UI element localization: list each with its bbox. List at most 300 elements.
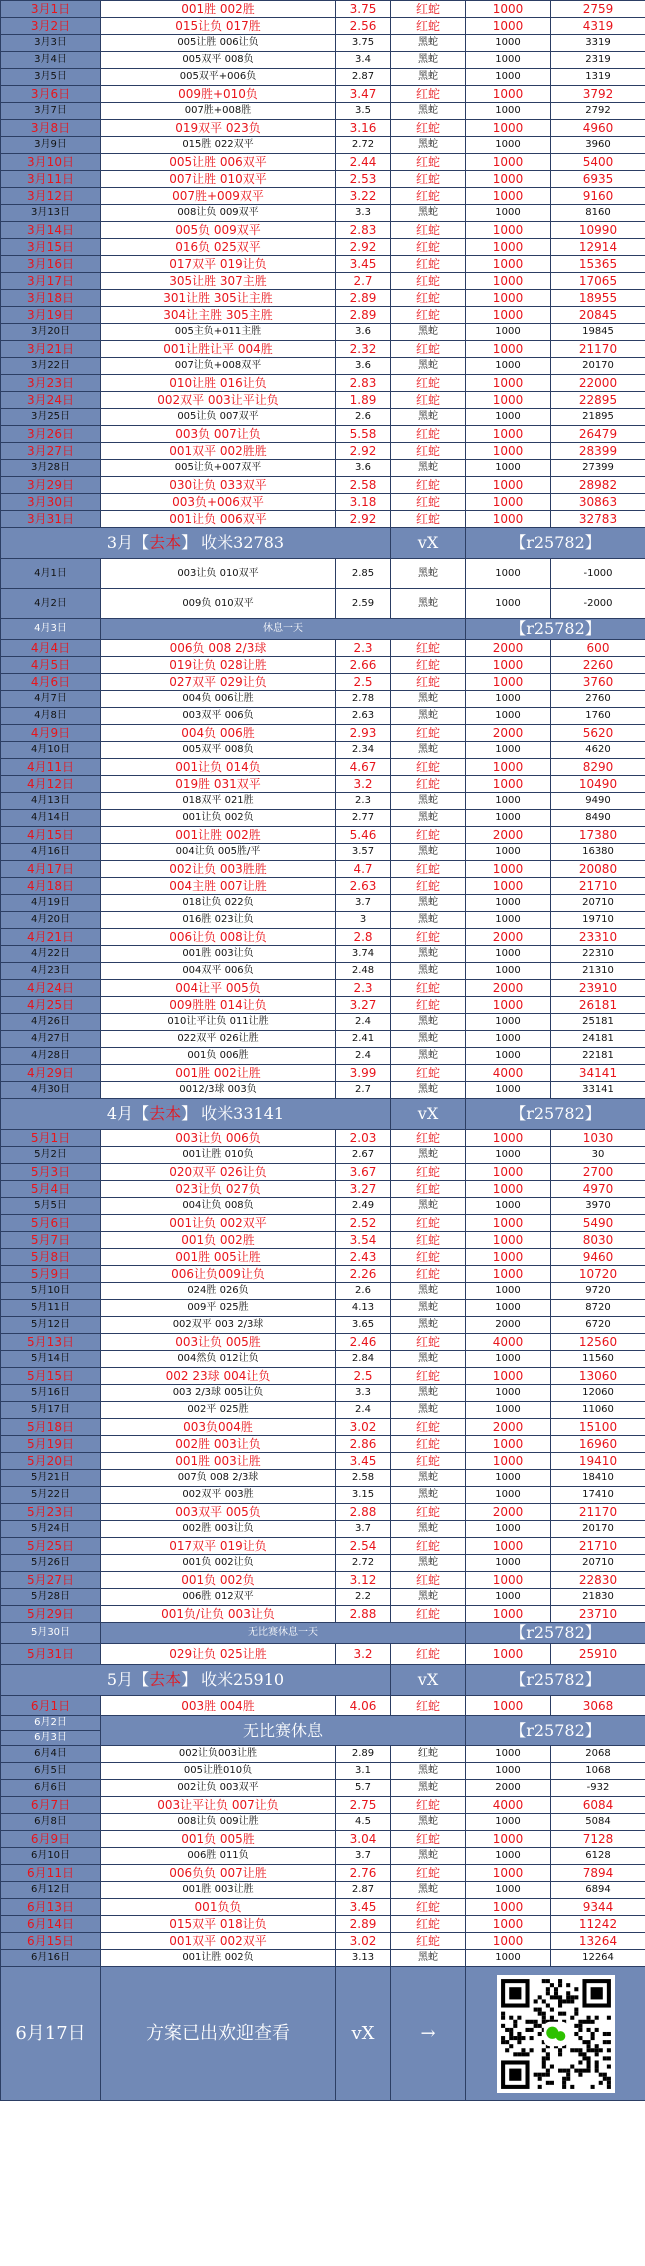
date-cell: 4月7日 [1, 691, 101, 708]
odds-cell: 3.45 [336, 256, 391, 273]
date-cell: 3月31日 [1, 511, 101, 528]
matches-cell: 002双平 003 2/3球 [101, 1317, 336, 1334]
stake-cell: 1000 [466, 1865, 551, 1882]
balance-cell: 2792 [551, 103, 645, 120]
balance-cell: 9460 [551, 1249, 645, 1266]
contact-tag: 【r25782】 [466, 1099, 645, 1130]
result-cell: 红蛇 [391, 1232, 466, 1249]
date-cell: 3月5日 [1, 69, 101, 86]
vx-label: vX [391, 1665, 466, 1696]
table-row [1, 1521, 645, 1538]
stake-cell: 1000 [466, 1487, 551, 1504]
balance-cell: 6720 [551, 1317, 645, 1334]
vx-label: vX [391, 528, 466, 559]
table-row [1, 793, 645, 810]
odds-cell: 3.04 [336, 1831, 391, 1848]
stake-cell: 1000 [466, 52, 551, 69]
odds-cell: 2.89 [336, 307, 391, 324]
stake-cell: 1000 [466, 375, 551, 392]
matches-cell: 015胜 022双平 [101, 137, 336, 154]
result-cell: 红蛇 [391, 1899, 466, 1916]
stake-cell: 1000 [466, 589, 551, 619]
balance-cell: 21170 [551, 341, 645, 358]
balance-cell: 10490 [551, 776, 645, 793]
stake-cell: 1000 [466, 222, 551, 239]
odds-cell: 2.4 [336, 1014, 391, 1031]
result-cell: 黑蛇 [391, 1198, 466, 1215]
balance-cell: 16380 [551, 844, 645, 861]
month-summary [1, 1665, 391, 1696]
matches-cell: 027双平 029让负 [101, 674, 336, 691]
date-cell: 6月11日 [1, 1865, 101, 1882]
table-row [1, 477, 645, 494]
result-cell: 红蛇 [391, 861, 466, 878]
result-cell: 黑蛇 [391, 844, 466, 861]
odds-cell: 2.7 [336, 1082, 391, 1099]
matches-cell: 016负 025双平 [101, 239, 336, 256]
table-row [1, 1232, 645, 1249]
table-row [1, 1368, 645, 1385]
balance-cell: 2759 [551, 1, 645, 18]
odds-cell: 2.83 [336, 222, 391, 239]
rest-day-row [1, 619, 645, 640]
profit-summary: 收米32783 [201, 533, 285, 552]
date-cell: 5月26日 [1, 1555, 101, 1572]
table-row [1, 1933, 645, 1950]
table-row [1, 1470, 645, 1487]
vx-label: vX [391, 1099, 466, 1130]
balance-cell: 8030 [551, 1232, 645, 1249]
table-row [1, 657, 645, 674]
odds-cell: 2.44 [336, 154, 391, 171]
result-cell: 红蛇 [391, 827, 466, 844]
stake-cell: 1000 [466, 793, 551, 810]
date-cell: 5月1日 [1, 1130, 101, 1147]
odds-cell: 2.92 [336, 511, 391, 528]
result-cell: 红蛇 [391, 759, 466, 776]
date-cell: 3月15日 [1, 239, 101, 256]
month-summary-band [1, 528, 645, 559]
balance-cell: 33141 [551, 1082, 645, 1099]
odds-cell: 3.3 [336, 205, 391, 222]
table-row [1, 1797, 645, 1814]
month-summary-band [1, 1099, 645, 1130]
matches-cell: 002平 025胜 [101, 1402, 336, 1419]
odds-cell: 2.5 [336, 1368, 391, 1385]
result-cell: 红蛇 [391, 1538, 466, 1555]
qr-code-cell[interactable] [466, 1967, 645, 2101]
matches-cell: 005双平+006负 [101, 69, 336, 86]
bracket-open: 【 [133, 533, 150, 552]
matches-cell: 006让负 008让负 [101, 929, 336, 946]
matches-cell: 017双平 019让负 [101, 256, 336, 273]
balance-cell: 5400 [551, 154, 645, 171]
stake-cell: 1000 [466, 1746, 551, 1763]
balance-cell: 17380 [551, 827, 645, 844]
result-cell: 红蛇 [391, 256, 466, 273]
qr-code-icon[interactable] [497, 1975, 615, 2093]
balance-cell: 2700 [551, 1164, 645, 1181]
odds-cell: 2.3 [336, 980, 391, 997]
stake-cell: 1000 [466, 1215, 551, 1232]
table-row [1, 1419, 645, 1436]
odds-cell: 2.3 [336, 640, 391, 657]
date-cell: 5月6日 [1, 1215, 101, 1232]
balance-cell: 24181 [551, 1031, 645, 1048]
balance-cell: 6894 [551, 1882, 645, 1899]
balance-cell: 18410 [551, 1470, 645, 1487]
result-cell: 红蛇 [391, 120, 466, 137]
stake-cell: 1000 [466, 878, 551, 895]
matches-cell: 006负 008 2/3球 [101, 640, 336, 657]
stake-cell: 1000 [466, 477, 551, 494]
date-cell: 5月30日 [1, 1623, 101, 1644]
stake-cell: 1000 [466, 946, 551, 963]
matches-cell: 003 2/3球 005让负 [101, 1385, 336, 1402]
table-row [1, 511, 645, 528]
odds-cell: 4.67 [336, 759, 391, 776]
odds-cell: 2.89 [336, 1916, 391, 1933]
result-cell: 红蛇 [391, 375, 466, 392]
odds-cell: 2.87 [336, 69, 391, 86]
stake-cell: 2000 [466, 640, 551, 657]
result-cell: 黑蛇 [391, 1848, 466, 1865]
table-row [1, 827, 645, 844]
balance-cell: 20845 [551, 307, 645, 324]
result-cell: 红蛇 [391, 1865, 466, 1882]
balance-cell: 5620 [551, 725, 645, 742]
table-row [1, 1831, 645, 1848]
balance-cell: -1000 [551, 559, 645, 589]
date-cell: 5月20日 [1, 1453, 101, 1470]
stake-cell: 1000 [466, 137, 551, 154]
stake-cell: 1000 [466, 324, 551, 341]
matches-cell: 007让胜 010双平 [101, 171, 336, 188]
balance-cell: 4319 [551, 18, 645, 35]
balance-cell: 21710 [551, 878, 645, 895]
balance-cell: 21310 [551, 963, 645, 980]
date-cell: 6月12日 [1, 1882, 101, 1899]
matches-cell: 018双平 021胜 [101, 793, 336, 810]
date-cell: 4月8日 [1, 708, 101, 725]
stake-cell: 1000 [466, 1266, 551, 1283]
result-cell: 黑蛇 [391, 1048, 466, 1065]
result-cell: 黑蛇 [391, 708, 466, 725]
matches-cell: 005让胜010负 [101, 1763, 336, 1780]
date-cell: 4月16日 [1, 844, 101, 861]
balance-cell: 20170 [551, 1521, 645, 1538]
table-row [1, 861, 645, 878]
balance-cell: 19410 [551, 1453, 645, 1470]
balance-cell: 9490 [551, 793, 645, 810]
odds-cell: 4.06 [336, 1696, 391, 1716]
odds-cell: 3.15 [336, 1487, 391, 1504]
table-row [1, 708, 645, 725]
balance-cell: 9720 [551, 1283, 645, 1300]
date-cell: 4月20日 [1, 912, 101, 929]
date-cell: 5月13日 [1, 1334, 101, 1351]
stake-cell: 1000 [466, 18, 551, 35]
matches-cell: 001让负 014负 [101, 759, 336, 776]
balance-cell: 22000 [551, 375, 645, 392]
stake-cell: 4000 [466, 1334, 551, 1351]
table-row [1, 1385, 645, 1402]
balance-cell: 1760 [551, 708, 645, 725]
matches-cell: 003让负 005胜 [101, 1334, 336, 1351]
balance-cell: 19710 [551, 912, 645, 929]
result-cell: 红蛇 [391, 1334, 466, 1351]
date-cell: 4月29日 [1, 1065, 101, 1082]
result-cell: 黑蛇 [391, 205, 466, 222]
odds-cell: 3.12 [336, 1572, 391, 1589]
stake-cell: 4000 [466, 1065, 551, 1082]
result-cell: 红蛇 [391, 154, 466, 171]
balance-cell: 21170 [551, 1504, 645, 1521]
date-cell: 3月11日 [1, 171, 101, 188]
result-cell: 红蛇 [391, 18, 466, 35]
table-row [1, 1899, 645, 1916]
balance-cell: 7894 [551, 1865, 645, 1882]
date-cell: 3月14日 [1, 222, 101, 239]
balance-cell: 23910 [551, 980, 645, 997]
result-cell: 红蛇 [391, 1266, 466, 1283]
result-cell: 黑蛇 [391, 793, 466, 810]
table-row [1, 1538, 645, 1555]
odds-cell: 2.34 [336, 742, 391, 759]
date-cell: 4月9日 [1, 725, 101, 742]
table-row [1, 239, 645, 256]
stake-cell: 1000 [466, 1130, 551, 1147]
balance-cell: 3760 [551, 674, 645, 691]
odds-cell: 2.78 [336, 691, 391, 708]
date-cell: 4月27日 [1, 1031, 101, 1048]
date-cell: 4月11日 [1, 759, 101, 776]
table-row [1, 742, 645, 759]
odds-cell: 2.6 [336, 1283, 391, 1300]
stake-cell: 1000 [466, 1082, 551, 1099]
ben-text: 本 [165, 533, 182, 552]
matches-cell: 007负 008 2/3球 [101, 1470, 336, 1487]
odds-cell: 2.86 [336, 1436, 391, 1453]
balance-cell: 15365 [551, 256, 645, 273]
result-cell: 红蛇 [391, 776, 466, 793]
profit-summary: 收米33141 [201, 1104, 285, 1123]
balance-cell: 30863 [551, 494, 645, 511]
odds-cell: 3.45 [336, 1899, 391, 1916]
odds-cell: 3.02 [336, 1419, 391, 1436]
date-cell: 3月3日 [1, 35, 101, 52]
stake-cell: 1000 [466, 844, 551, 861]
date-cell: 3月16日 [1, 256, 101, 273]
matches-cell: 022双平 026让胜 [101, 1031, 336, 1048]
stake-cell: 1000 [466, 1147, 551, 1164]
table-row [1, 810, 645, 827]
table-row [1, 1848, 645, 1865]
result-cell: 黑蛇 [391, 1147, 466, 1164]
qu-text: 去 [149, 533, 166, 552]
matches-cell: 003负004胜 [101, 1419, 336, 1436]
result-cell: 黑蛇 [391, 589, 466, 619]
result-cell: 红蛇 [391, 1831, 466, 1848]
date-cell: 5月21日 [1, 1470, 101, 1487]
result-cell: 黑蛇 [391, 810, 466, 827]
date-cell: 5月7日 [1, 1232, 101, 1249]
date-cell: 5月27日 [1, 1572, 101, 1589]
bracket-open: 【 [133, 1104, 150, 1123]
odds-cell: 2.83 [336, 375, 391, 392]
balance-cell: 6084 [551, 1797, 645, 1814]
rest-note: 休息一天 [101, 619, 466, 640]
stake-cell: 1000 [466, 1385, 551, 1402]
table-row [1, 494, 645, 511]
table-row [1, 18, 645, 35]
stake-cell: 1000 [466, 1300, 551, 1317]
date-cell: 4月6日 [1, 674, 101, 691]
result-cell: 红蛇 [391, 307, 466, 324]
matches-cell: 004让负 008负 [101, 1198, 336, 1215]
balance-cell: 3068 [551, 1696, 645, 1716]
stake-cell: 1000 [466, 1, 551, 18]
matches-cell: 004然负 012让负 [101, 1351, 336, 1368]
result-cell: 黑蛇 [391, 1950, 466, 1967]
matches-cell: 003让负 010双平 [101, 559, 336, 589]
date-cell: 3月2日 [1, 18, 101, 35]
stake-cell: 1000 [466, 1368, 551, 1385]
matches-cell: 009胜+010负 [101, 86, 336, 103]
date-cell: 3月12日 [1, 188, 101, 205]
balance-cell: 3792 [551, 86, 645, 103]
odds-cell: 2.59 [336, 589, 391, 619]
result-cell: 黑蛇 [391, 1555, 466, 1572]
odds-cell: 2.75 [336, 1797, 391, 1814]
balance-cell: 20170 [551, 358, 645, 375]
result-cell: 红蛇 [391, 222, 466, 239]
odds-cell: 3.18 [336, 494, 391, 511]
matches-cell: 001负负 [101, 1899, 336, 1916]
table-row [1, 1283, 645, 1300]
table-row [1, 273, 645, 290]
result-cell: 红蛇 [391, 1453, 466, 1470]
matches-cell: 002胜 003让负 [101, 1436, 336, 1453]
stake-cell: 1000 [466, 1644, 551, 1665]
odds-cell: 2.49 [336, 1198, 391, 1215]
odds-cell: 5.58 [336, 426, 391, 443]
date-cell: 5月8日 [1, 1249, 101, 1266]
table-row [1, 1164, 645, 1181]
rest-day-row [1, 1623, 645, 1644]
result-cell: 红蛇 [391, 443, 466, 460]
balance-cell: 2068 [551, 1746, 645, 1763]
date-cell: 5月15日 [1, 1368, 101, 1385]
stake-cell: 1000 [466, 559, 551, 589]
result-cell: 黑蛇 [391, 1082, 466, 1099]
matches-cell: 018让负 022负 [101, 895, 336, 912]
stake-cell: 1000 [466, 511, 551, 528]
table-row [1, 443, 645, 460]
date-cell: 5月18日 [1, 1419, 101, 1436]
date-cell: 3月8日 [1, 120, 101, 137]
stake-cell: 2000 [466, 725, 551, 742]
bracket-close: 】 [181, 1670, 198, 1689]
date-cell: 6月13日 [1, 1899, 101, 1916]
table-row [1, 980, 645, 997]
odds-cell: 3.74 [336, 946, 391, 963]
date-cell: 5月11日 [1, 1300, 101, 1317]
balance-cell: 5084 [551, 1814, 645, 1831]
balance-cell: 12560 [551, 1334, 645, 1351]
matches-cell: 001胜 005让胜 [101, 1249, 336, 1266]
month-summary [1, 1099, 391, 1130]
table-row [1, 1065, 645, 1082]
table-row [1, 1950, 645, 1967]
table-row [1, 759, 645, 776]
table-row [1, 1147, 645, 1164]
footer-date: 6月17日 [1, 1967, 101, 2101]
date-cell: 5月17日 [1, 1402, 101, 1419]
date-cell: 3月17日 [1, 273, 101, 290]
odds-cell: 2.76 [336, 1865, 391, 1882]
stake-cell: 1000 [466, 409, 551, 426]
stake-cell: 1000 [466, 1181, 551, 1198]
odds-cell: 3.02 [336, 1933, 391, 1950]
date-cell: 3月25日 [1, 409, 101, 426]
odds-cell: 4.5 [336, 1814, 391, 1831]
result-cell: 黑蛇 [391, 1814, 466, 1831]
odds-cell: 2.8 [336, 929, 391, 946]
date-cell: 4月3日 [1, 619, 101, 640]
table-row [1, 1014, 645, 1031]
balance-cell: 25910 [551, 1644, 645, 1665]
balance-cell: 2260 [551, 657, 645, 674]
table-row [1, 1130, 645, 1147]
result-cell: 红蛇 [391, 1181, 466, 1198]
odds-cell: 3.47 [336, 86, 391, 103]
table-row [1, 963, 645, 980]
stake-cell: 1000 [466, 895, 551, 912]
stake-cell: 1000 [466, 861, 551, 878]
result-cell: 黑蛇 [391, 1283, 466, 1300]
date-cell: 6月10日 [1, 1848, 101, 1865]
matches-cell: 020双平 026让负 [101, 1164, 336, 1181]
matches-cell: 001负 002胜 [101, 1232, 336, 1249]
table-row [1, 1487, 645, 1504]
date-cell: 5月2日 [1, 1147, 101, 1164]
matches-cell: 010让胜 016让负 [101, 375, 336, 392]
stake-cell: 2000 [466, 1504, 551, 1521]
matches-cell: 304让主胜 305主胜 [101, 307, 336, 324]
odds-cell: 2.58 [336, 477, 391, 494]
balance-cell: 11060 [551, 1402, 645, 1419]
stake-cell: 1000 [466, 1950, 551, 1967]
result-cell: 黑蛇 [391, 1882, 466, 1899]
balance-cell: 12914 [551, 239, 645, 256]
balance-cell: 4970 [551, 1181, 645, 1198]
date-cell: 3月27日 [1, 443, 101, 460]
matches-cell: 001让胜 010负 [101, 1147, 336, 1164]
result-cell: 黑蛇 [391, 52, 466, 69]
stake-cell: 1000 [466, 1606, 551, 1623]
matches-cell: 005让负+007双平 [101, 460, 336, 477]
date-cell: 3月28日 [1, 460, 101, 477]
result-cell: 黑蛇 [391, 691, 466, 708]
odds-cell: 2.77 [336, 810, 391, 827]
matches-cell: 003让负 006负 [101, 1130, 336, 1147]
stake-cell: 1000 [466, 307, 551, 324]
odds-cell: 2.88 [336, 1504, 391, 1521]
odds-cell: 3.6 [336, 460, 391, 477]
date-cell: 3月6日 [1, 86, 101, 103]
matches-cell: 006负负 007让胜 [101, 1865, 336, 1882]
